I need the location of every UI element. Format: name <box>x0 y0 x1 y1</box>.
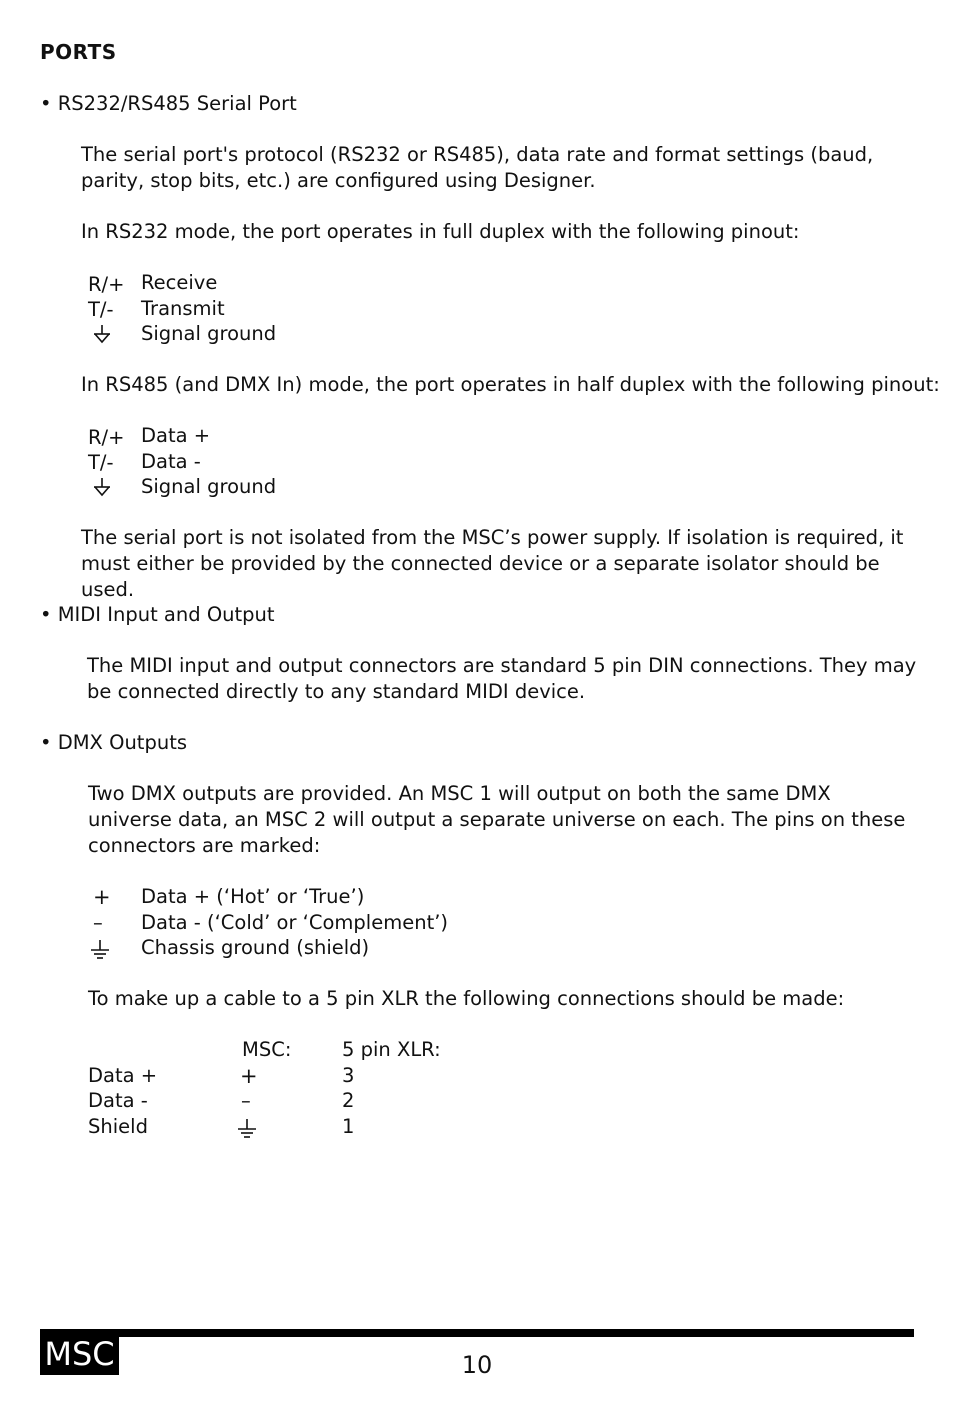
footer-rule <box>40 1329 914 1337</box>
signal-ground-icon <box>92 324 112 344</box>
pin-desc-data-minus: Data - (‘Cold’ or ‘Complement’) <box>141 911 449 934</box>
cable-paragraph: To make up a cable to a 5 pin XLR the following connections should be made: <box>88 987 845 1010</box>
pin-symbol-plus: + <box>93 885 111 909</box>
rs485-paragraph: In RS485 (and DMX In) mode, the port operates in half duplex with the following pinout: <box>81 373 940 396</box>
rs232-paragraph: In RS232 mode, the port operates in full duplex with the following pinout: <box>81 220 800 243</box>
table-cell-msc-minus: – <box>241 1089 251 1112</box>
table-header-msc: MSC: <box>242 1038 292 1061</box>
pin-desc-data-plus: Data + <box>141 424 211 447</box>
pin-label-data-minus: T/- <box>88 451 114 474</box>
pin-desc-signal-ground: Signal ground <box>141 322 277 345</box>
pin-desc-data-minus: Data - <box>141 450 201 473</box>
signal-ground-icon <box>92 477 112 497</box>
table-cell-xlr: 2 <box>342 1089 355 1112</box>
pin-desc-chassis-ground: Chassis ground (shield) <box>141 936 370 959</box>
pin-desc-receive: Receive <box>141 271 218 294</box>
pin-label-transmit: T/- <box>88 298 114 321</box>
table-cell-xlr: 1 <box>342 1115 355 1138</box>
table-header-xlr: 5 pin XLR: <box>342 1038 441 1061</box>
pin-desc-transmit: Transmit <box>141 297 225 320</box>
table-row-name: Shield <box>88 1115 148 1138</box>
page-number: 10 <box>461 1351 493 1379</box>
bullet-serial-port: • RS232/RS485 Serial Port <box>40 92 297 115</box>
table-cell-xlr: 3 <box>342 1064 355 1087</box>
midi-paragraph: The MIDI input and output connectors are standard 5 pin DIN connections. They may be connected directly to any standard MIDI device. <box>87 654 917 703</box>
bullet-midi: • MIDI Input and Output <box>40 603 275 626</box>
pin-desc-signal-ground: Signal ground <box>141 475 277 498</box>
pin-label-receive: R/+ <box>88 273 125 296</box>
isolation-paragraph: The serial port is not isolated from the MSC’s power supply. If isolation is required, it must either be provided by the connected device or a separate isolator should be used. <box>81 526 904 601</box>
chassis-ground-icon <box>89 939 111 961</box>
serial-intro-paragraph: The serial port's protocol (RS232 or RS485), data rate and format settings (baud, parity, stop bits, etc.) are configured using Designer. <box>81 143 874 192</box>
pin-desc-data-plus: Data + (‘Hot’ or ‘True’) <box>141 885 365 908</box>
dmx-paragraph: Two DMX outputs are provided. An MSC 1 will output on both the same DMX universe data, an MSC 2 will output a separate universe on each. The pins on these connectors are marked: <box>88 782 906 857</box>
section-title: PORTS <box>40 40 117 64</box>
table-cell-msc-plus: + <box>240 1064 258 1088</box>
table-row-name: Data + <box>88 1064 158 1087</box>
bullet-dmx-outputs: • DMX Outputs <box>40 731 187 754</box>
table-row-name: Data - <box>88 1089 148 1112</box>
pin-symbol-minus: – <box>93 911 103 934</box>
msc-logo: MSC <box>40 1333 119 1375</box>
chassis-ground-icon <box>236 1118 258 1140</box>
pin-label-data-plus: R/+ <box>88 426 125 449</box>
